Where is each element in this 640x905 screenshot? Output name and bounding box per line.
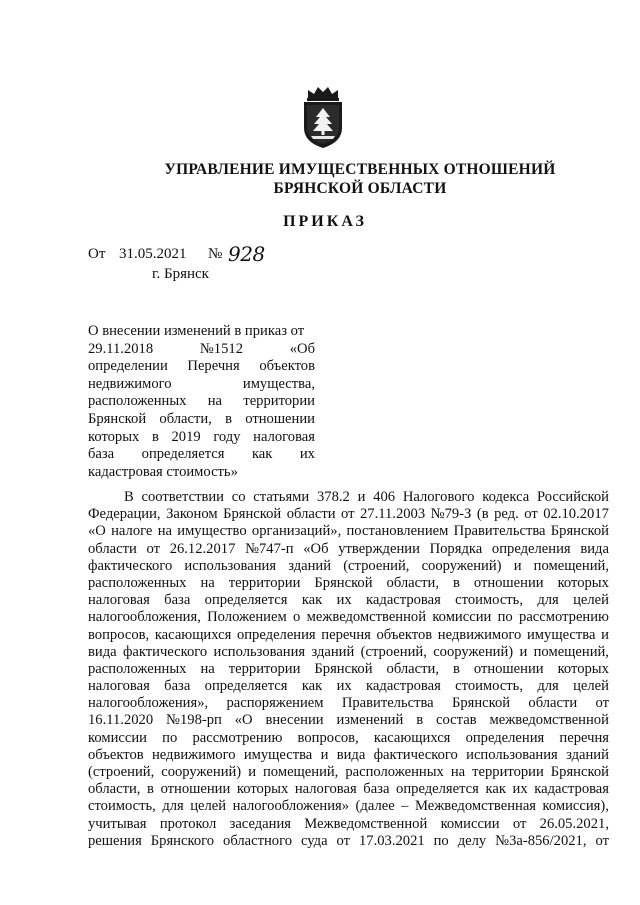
body-word: области,	[88, 781, 141, 798]
body-word: протокол	[159, 815, 217, 832]
body-word: налогообложения,	[88, 609, 201, 626]
body-word: в	[452, 574, 460, 591]
body-word: налоге	[111, 523, 153, 540]
organization-name-line1: УПРАВЛЕНИЕ ИМУЩЕСТВЕННЫХ ОТНОШЕНИЙ	[164, 161, 556, 178]
order-number-handwritten: 928	[228, 242, 265, 266]
subject-word: которых	[88, 428, 140, 445]
body-word: 26.05.2021,	[539, 815, 609, 832]
body-word: от	[595, 832, 609, 849]
body-word: от	[146, 540, 160, 557]
body-line	[88, 798, 609, 815]
body-line	[88, 678, 609, 695]
body-line	[88, 592, 609, 609]
body-word: от	[524, 506, 538, 523]
body-word: определения	[236, 626, 316, 643]
subject-line	[88, 358, 315, 376]
body-word: недвижимого	[151, 746, 236, 763]
body-word: межведомственной	[489, 712, 609, 729]
body-word: фактического	[122, 643, 208, 660]
body-word: Законом	[166, 506, 218, 523]
body-line	[88, 627, 609, 644]
body-word: «О	[234, 712, 253, 729]
body-word: состав	[436, 712, 477, 729]
number-label: №	[208, 246, 223, 262]
body-word: 16.11.2020	[88, 712, 154, 729]
body-word: зданий	[566, 746, 609, 763]
body-word: помещений,	[533, 557, 609, 574]
body-word: зданий	[311, 643, 355, 660]
body-word: межведомственной	[306, 609, 427, 626]
body-word: налоговая	[294, 781, 357, 798]
body-word: в	[452, 660, 460, 677]
body-word: от	[336, 832, 351, 849]
subject-word: №1512	[199, 340, 243, 357]
body-word: использования	[466, 746, 558, 763]
body-word: стоимость,	[455, 592, 523, 609]
body-word: расположенных	[345, 764, 444, 780]
body-word: кадастровая	[366, 678, 441, 695]
subject-line	[88, 341, 315, 359]
subject-word: О внесении изменений в приказ от	[88, 323, 305, 339]
body-word: делу	[457, 832, 487, 849]
subject-word: определяется	[141, 446, 225, 463]
body-word: территории	[228, 574, 301, 591]
order-body-text	[88, 489, 609, 850]
subject-word: имущества,	[242, 375, 315, 392]
body-word: Брянской	[550, 523, 609, 540]
body-word: Брянской	[451, 695, 511, 712]
body-word: по	[162, 729, 178, 746]
body-word: комиссия),	[542, 798, 609, 815]
subject-line	[88, 429, 315, 447]
body-word: территории	[472, 764, 544, 780]
body-word: база	[164, 678, 191, 695]
body-word: Брянской	[314, 660, 373, 677]
body-word: на	[200, 574, 215, 591]
subject-line	[88, 323, 315, 341]
body-word: 26.12.2017	[169, 540, 236, 557]
body-word: рассмотрению	[519, 609, 609, 626]
body-word: кодекса	[482, 489, 530, 505]
body-word: В	[124, 489, 134, 505]
body-word: налогообложения»	[232, 798, 350, 815]
body-word: области	[88, 540, 137, 557]
subject-line	[88, 376, 315, 394]
body-word: расположенных	[88, 660, 187, 677]
body-word: решения	[88, 832, 142, 849]
body-word: которых	[557, 574, 609, 591]
subject-word: в	[225, 410, 232, 427]
body-word: целей	[190, 798, 227, 815]
body-word: суда	[300, 832, 328, 849]
body-word: кадастровая	[366, 592, 441, 609]
body-word: –	[401, 798, 409, 815]
body-word: и	[320, 746, 329, 763]
body-word: Правительства	[341, 695, 434, 712]
subject-word: их	[299, 446, 315, 463]
body-word: целей	[573, 592, 609, 609]
body-word: о	[293, 609, 301, 626]
body-word: и	[248, 764, 256, 780]
body-word: ред.	[494, 506, 519, 523]
body-word: Брянского	[150, 832, 215, 849]
body-word: области	[528, 695, 578, 712]
body-word: на	[200, 660, 215, 677]
from-label: От	[88, 246, 106, 262]
body-word: имущества	[527, 626, 596, 643]
body-line	[88, 747, 609, 764]
order-meta	[88, 242, 388, 266]
body-word: налоговая	[88, 678, 150, 695]
body-line	[88, 816, 609, 833]
body-word: 378.2	[316, 489, 350, 505]
body-word: касающихся	[373, 729, 451, 746]
subject-word: база	[88, 446, 115, 463]
body-word: комиссии	[88, 729, 147, 746]
body-word: Межведомственная	[414, 798, 537, 815]
body-word: внесении	[265, 712, 324, 729]
body-word: комиссии	[432, 609, 492, 626]
body-word: №79-З	[430, 506, 472, 523]
body-word: помещений,	[533, 643, 609, 660]
body-word: вида	[336, 746, 366, 763]
body-line	[88, 541, 609, 558]
body-word: Российской	[537, 489, 609, 505]
subject-word: году	[213, 428, 241, 445]
body-word: определения	[491, 540, 571, 557]
bryansk-coat-of-arms-icon	[300, 84, 346, 150]
body-word: №747-п	[245, 540, 294, 557]
body-word: помещений,	[263, 764, 339, 780]
subject-line	[88, 464, 315, 482]
body-word: налоговая	[88, 592, 150, 609]
subject-word: 29.11.2018	[88, 340, 154, 357]
body-word: постановлением	[346, 523, 449, 540]
body-word: (строений,	[88, 764, 155, 780]
body-word: от	[512, 815, 527, 832]
body-word: и	[513, 557, 522, 574]
subject-word: определении	[88, 358, 168, 375]
order-date: 31.05.2021	[119, 246, 187, 262]
body-word: 27.11.2003	[360, 506, 426, 523]
body-line	[88, 730, 609, 747]
body-line	[88, 489, 609, 506]
body-word: отношении	[473, 574, 544, 591]
body-line	[88, 575, 609, 592]
body-line	[88, 609, 609, 626]
body-word: как	[485, 781, 506, 798]
body-word: имущества	[243, 746, 313, 763]
body-word: недвижимого	[437, 626, 522, 643]
body-word: (строений,	[360, 643, 427, 660]
body-word: определяется	[204, 678, 288, 695]
body-word: вопросов,	[88, 626, 150, 643]
body-word: №3а-856/2021,	[495, 832, 587, 849]
body-word: касающихся	[154, 626, 232, 643]
body-word: определяется	[204, 592, 288, 609]
body-word: фактического	[373, 746, 458, 763]
body-word: (далее	[355, 798, 395, 815]
body-word: Порядка	[429, 540, 483, 557]
body-word: статьями	[253, 489, 310, 505]
body-word: области,	[386, 574, 439, 591]
body-word: и	[519, 643, 528, 660]
body-word: изменений	[336, 712, 404, 729]
body-word: которых	[557, 660, 609, 677]
body-word: распоряжением	[226, 695, 324, 712]
body-word: зданий	[288, 557, 332, 574]
body-word: сооружений)	[433, 643, 514, 660]
body-word: определения	[465, 729, 545, 746]
body-word: объектов	[88, 746, 144, 763]
body-word: заседания	[229, 815, 291, 832]
body-word: (в	[476, 506, 489, 523]
body-word: соответствии	[141, 489, 224, 505]
body-word: кадастровая	[534, 781, 609, 798]
body-word: области,	[386, 660, 439, 677]
body-word: их	[336, 678, 352, 695]
body-word: на	[450, 764, 466, 780]
body-line	[88, 781, 609, 798]
body-word: для	[162, 798, 184, 815]
body-word: база	[363, 781, 390, 798]
body-word: от	[595, 695, 609, 712]
body-word: использования	[184, 557, 277, 574]
body-word: «Об	[303, 540, 329, 557]
body-word: целей	[573, 678, 609, 695]
subject-word: отношении	[245, 410, 315, 427]
body-line	[88, 506, 609, 523]
body-line	[88, 644, 609, 661]
body-word: Межведомственной	[304, 815, 428, 832]
body-word: в	[147, 781, 154, 798]
subject-word: 2019	[171, 428, 201, 445]
body-word: стоимость,	[455, 678, 523, 695]
subject-word: объектов	[259, 358, 315, 375]
body-word: по	[497, 609, 513, 626]
subject-word: как	[251, 446, 273, 463]
body-word: Брянской	[223, 506, 282, 523]
body-word: для	[537, 678, 559, 695]
body-word: рассмотрению	[192, 729, 283, 746]
body-word: вида	[580, 540, 609, 557]
subject-word: кадастровая стоимость»	[88, 463, 238, 480]
body-word: их	[336, 592, 352, 609]
body-word: по	[433, 832, 449, 849]
body-word: Брянской	[314, 574, 373, 591]
body-word: Положением	[207, 609, 287, 626]
body-word: и	[357, 489, 366, 505]
body-word: 02.10.2017	[543, 506, 609, 523]
body-word: для	[537, 592, 559, 609]
subject-word: Брянской	[88, 410, 147, 427]
body-word: база	[164, 592, 191, 609]
document-type: ПРИКАЗ	[283, 213, 367, 230]
order-subject	[88, 323, 315, 481]
body-word: 17.03.2021	[358, 832, 425, 849]
subject-word: в	[151, 428, 159, 445]
subject-word: расположенных	[88, 393, 187, 410]
body-word: утверждении	[338, 540, 420, 557]
body-word: области	[286, 506, 336, 523]
body-line	[88, 712, 609, 729]
body-word: «О	[88, 523, 106, 540]
body-line	[88, 764, 609, 781]
body-word: перечня	[321, 626, 371, 643]
body-word: расположенных	[88, 574, 187, 591]
body-word: от	[341, 506, 355, 523]
body-word: (строений,	[343, 557, 410, 574]
body-word: использования	[213, 643, 306, 660]
body-word: Федерации,	[88, 506, 161, 523]
body-word: учитывая	[88, 815, 147, 832]
body-line	[88, 695, 609, 712]
body-word: областного	[223, 832, 293, 849]
body-word: территории	[228, 660, 301, 677]
city: г. Брянск	[152, 266, 209, 282]
body-word: объектов	[376, 626, 433, 643]
body-word: которых	[236, 781, 289, 798]
body-word: фактического	[88, 557, 173, 574]
subject-word: на	[207, 393, 223, 410]
subject-line	[88, 411, 315, 429]
body-word: сооружений)	[161, 764, 242, 780]
body-word: сооружений)	[421, 557, 502, 574]
subject-line	[88, 446, 315, 464]
subject-word: Перечня	[187, 358, 240, 375]
body-line	[88, 833, 609, 850]
organization-name-line2: БРЯНСКОЙ ОБЛАСТИ	[273, 180, 447, 197]
body-word: их	[512, 781, 528, 798]
subject-line	[88, 393, 315, 411]
body-word: 406	[373, 489, 396, 505]
body-word: отношении	[160, 781, 231, 798]
body-word: отношении	[473, 660, 544, 677]
body-word: на	[157, 523, 172, 540]
body-word: со	[231, 489, 246, 505]
subject-word: налоговая	[253, 428, 315, 445]
body-word: перечня	[559, 729, 609, 746]
subject-word: «Об	[289, 340, 315, 357]
body-word: определяется	[396, 781, 479, 798]
body-word: как	[301, 678, 323, 695]
body-word: имущество	[177, 523, 247, 540]
subject-word: территории	[243, 393, 315, 410]
body-word: налогообложения»,	[88, 695, 209, 712]
body-word: как	[301, 592, 323, 609]
body-word: вопросов,	[297, 729, 359, 746]
body-word: стоимость,	[88, 798, 156, 815]
subject-word: недвижимого	[88, 375, 172, 392]
body-word: №198-рп	[166, 712, 222, 729]
body-word: Брянской	[550, 764, 609, 780]
subject-word: области,	[159, 410, 212, 427]
body-word: Налогового	[402, 489, 475, 505]
body-word: вида	[88, 643, 117, 660]
body-line	[88, 558, 609, 575]
body-word: комиссии	[440, 815, 500, 832]
body-word: в	[416, 712, 424, 729]
body-word: Правительства	[453, 523, 546, 540]
body-line	[88, 661, 609, 678]
body-word: и	[601, 626, 609, 643]
body-line	[88, 523, 609, 540]
body-word: организаций»,	[251, 523, 342, 540]
